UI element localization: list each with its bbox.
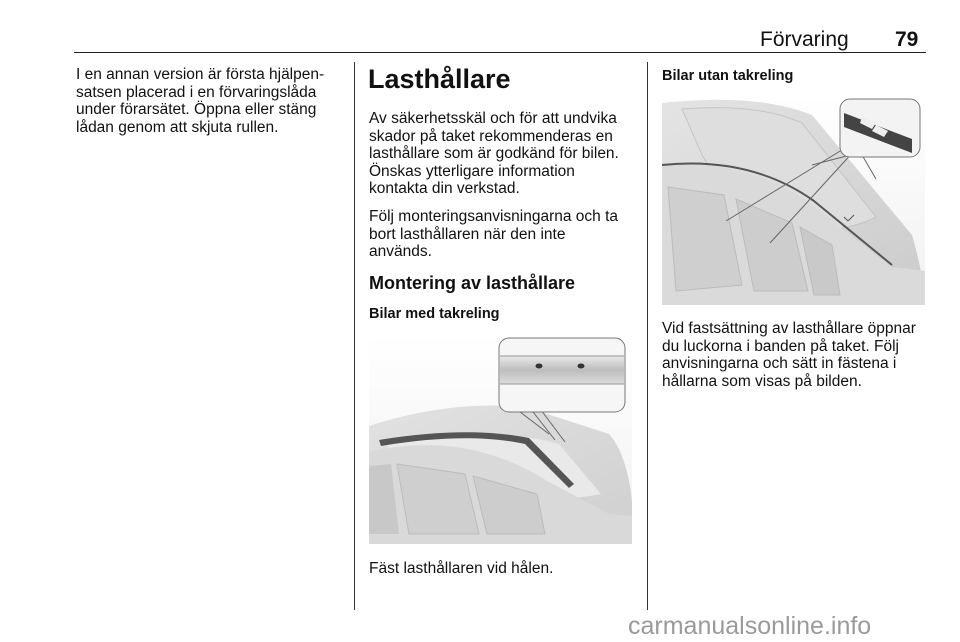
section-title: Förvaring (760, 28, 849, 51)
without-rails-heading: Bilar utan takreling (662, 68, 794, 84)
with-rails-caption: Fäst lasthållaren vid hålen. (369, 560, 554, 577)
roof-rack-intro-paragraph: Av säkerhetsskäl och för att undvika skador på taket rekommenderas en lasthållare som är godkänd för bilen. Önskas ytterligare information kontakta din verkstad. (369, 110, 619, 197)
column-divider-1 (354, 62, 355, 610)
roof-band-illustration (662, 95, 925, 305)
with-rails-heading: Bilar med takreling (369, 306, 500, 322)
mounting-subheading: Montering av lasthållare (369, 273, 576, 293)
watermark: carmanualsonline.info (628, 612, 872, 640)
roof-rack-heading: Lasthållare (368, 64, 511, 94)
first-aid-paragraph: I en annan version är första hjälpen- satsen placerad i en förvaringslåda under förarsätet. Öppna eller stäng lådan genom att skjuta rullen. (76, 66, 325, 136)
roof-rail-illustration (369, 334, 632, 544)
roof-rack-instructions-paragraph: Följ monteringsanvisningarna och ta bort lasthållaren när den inte används. (369, 208, 618, 260)
page-number: 79 (895, 28, 919, 51)
column-divider-2 (647, 62, 648, 610)
without-rails-paragraph: Vid fastsättning av lasthållare öppnar du luckorna i banden på taket. Följ anvisningarna och sätt in fästena i hållarna som visas på bilden. (662, 320, 916, 390)
header-rule (74, 52, 926, 53)
